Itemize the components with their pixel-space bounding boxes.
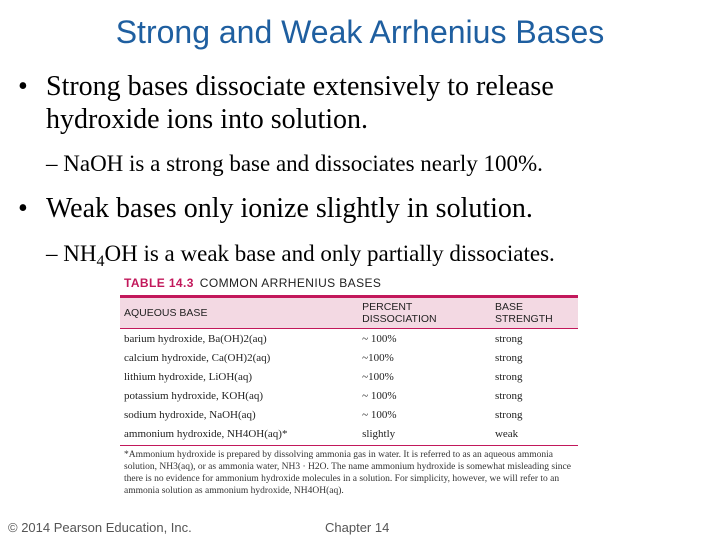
sub-bullet-naoh: – NaOH is a strong base and dissociates nearly 100%. [46, 151, 543, 176]
table-row [120, 424, 578, 443]
bullet-line-1: Strong bases dissociate extensively to release [46, 71, 554, 102]
cell-base: potassium hydroxide, KOH(aq) [124, 389, 264, 402]
bullet-text: Weak bases only ionize slightly in solution. [46, 193, 533, 224]
bullet-strong-bases [18, 70, 708, 136]
sub-bullet-nh4oh [46, 240, 555, 276]
slide-title: Strong and Weak Arrhenius Bases [115, 14, 605, 50]
bullet-dot: • [18, 71, 28, 102]
cell-strength: strong [494, 332, 523, 345]
header-base-strength: BASE STRENGTH [491, 298, 578, 329]
cell-base: lithium hydroxide, LiOH(aq) [124, 370, 253, 383]
subscript: 4 [96, 253, 105, 270]
bullet-text [46, 70, 708, 136]
table-caption [124, 276, 578, 290]
cell-base: sodium hydroxide, NaOH(aq) [124, 408, 256, 421]
table-header-row [120, 298, 578, 329]
sub-prefix: – NH [46, 241, 97, 266]
cell-strength: strong [494, 389, 523, 402]
cell-strength: strong [494, 351, 523, 364]
table-row [120, 348, 578, 367]
table-row [120, 329, 578, 349]
cell-base: ammonium hydroxide, NH4OH(aq)* [124, 427, 288, 440]
cell-percent: ~ 100% [362, 408, 397, 421]
footer-copyright: © 2014 Pearson Education, Inc. [8, 520, 192, 535]
bullet-dot: • [18, 193, 28, 224]
cell-percent: ~ 100% [362, 389, 397, 402]
cell-strength: weak [494, 427, 519, 440]
table-title: COMMON ARRHENIUS BASES [199, 276, 382, 290]
table-row [120, 405, 578, 424]
arrhenius-bases-table [120, 274, 578, 514]
sub-suffix: OH is a weak base and only partially dissociates. [104, 241, 555, 266]
cell-percent: ~100% [362, 370, 394, 383]
cell-percent: ~100% [362, 351, 394, 364]
cell-base: calcium hydroxide, Ca(OH)2(aq) [124, 351, 271, 364]
cell-strength: strong [494, 370, 523, 383]
cell-percent: ~ 100% [362, 332, 397, 345]
bases-table [120, 298, 578, 443]
bullet-weak-bases [18, 192, 708, 225]
table-number: TABLE 14.3 [124, 276, 194, 290]
table-row [120, 367, 578, 386]
footer-chapter: Chapter 14 [325, 520, 390, 535]
cell-strength: strong [494, 408, 523, 421]
header-aqueous-base: AQUEOUS BASE [120, 298, 358, 329]
table-row [120, 386, 578, 405]
cell-percent: slightly [362, 427, 396, 440]
bullet-line-2: hydroxide ions into solution. [46, 104, 368, 135]
header-percent-dissociation: PERCENT DISSOCIATION [358, 298, 491, 329]
table-footnote: *Ammonium hydroxide is prepared by dissolving ammonia gas in water. It is referred to as an aqueous ammonia solution, NH3(aq), or as ammonia water, NH3 · H2O. The name ammonium hydroxide is somewhat misleading since there is no evidence for ammonium hydroxide molecules in a solution. For simplicity, however, we will refer to an ammonia solution as ammonium hydroxide, NH4OH(aq). [120, 445, 578, 497]
cell-base: barium hydroxide, Ba(OH)2(aq) [124, 332, 267, 345]
